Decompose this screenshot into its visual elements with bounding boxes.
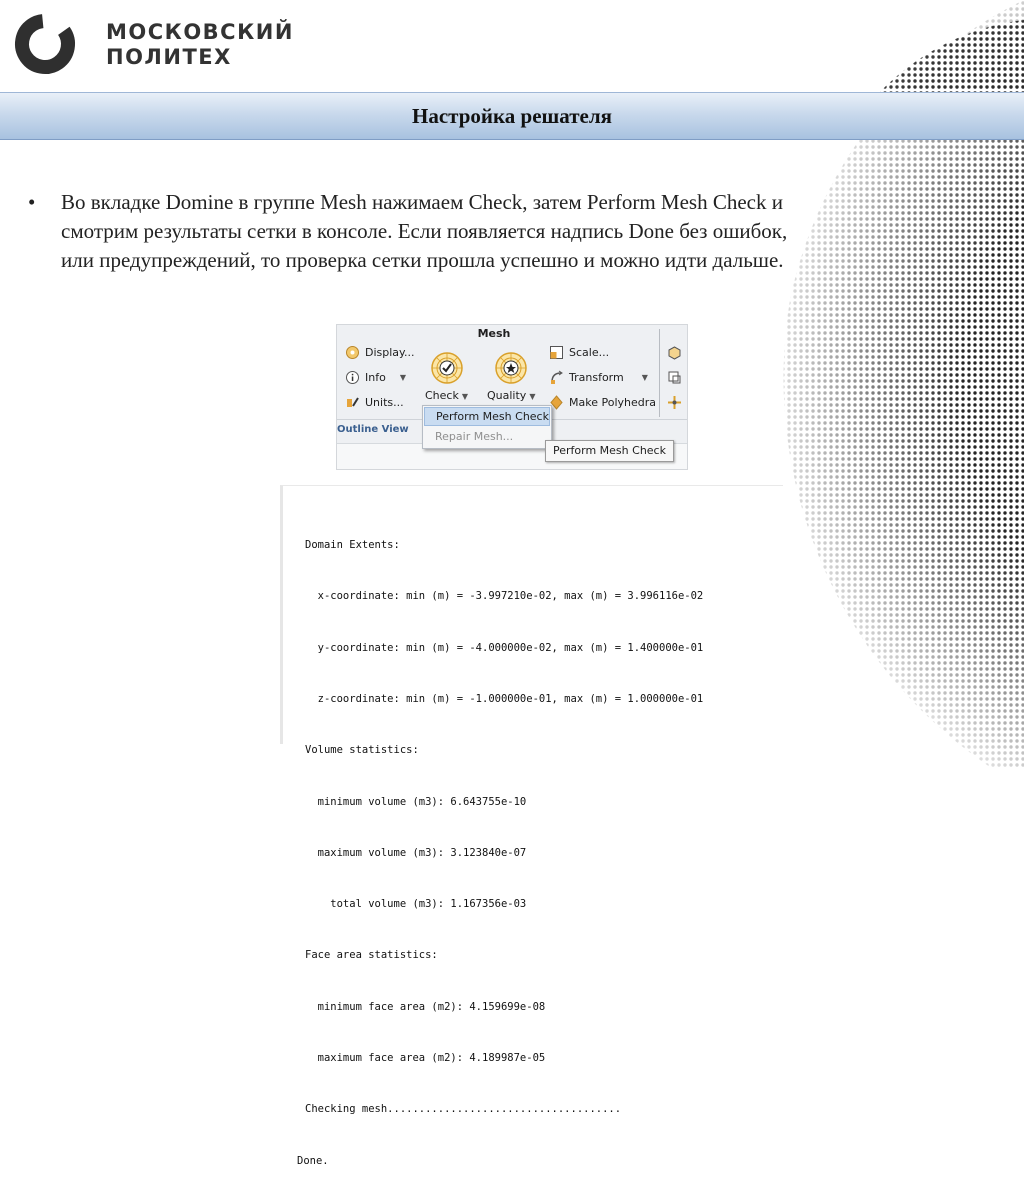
transform-dropdown-icon[interactable]: ▼ xyxy=(641,373,648,382)
quality-button[interactable] xyxy=(487,351,535,402)
console-line: z-coordinate: min (m) = -1.000000e-01, max (m) = 1.000000e-01 xyxy=(305,693,704,706)
display-button[interactable] xyxy=(345,345,414,360)
console-line: total volume (m3): 1.167356e-03 xyxy=(305,898,527,911)
check-dropdown-icon[interactable]: ▼ xyxy=(461,392,468,401)
scale-label: Scale... xyxy=(569,346,610,359)
console-line: minimum volume (m3): 6.643755e-10 xyxy=(305,795,527,808)
info-dropdown-icon[interactable]: ▼ xyxy=(399,373,406,382)
quality-label: Quality xyxy=(487,389,527,402)
move-tool-button[interactable] xyxy=(667,395,687,410)
bullet-dot-icon: • xyxy=(28,190,36,214)
frame-tool-button[interactable] xyxy=(667,370,687,385)
menu-item-repair-mesh[interactable]: Repair Mesh... xyxy=(435,430,514,443)
perform-mesh-check-tooltip: Perform Mesh Check xyxy=(545,440,674,462)
units-icon xyxy=(345,395,360,410)
mesh-group-title: Mesh xyxy=(477,327,511,340)
check-dropdown-menu xyxy=(422,405,552,449)
make-polyhedra-label: Make Polyhedra xyxy=(569,396,656,409)
console-line: Domain Extents: xyxy=(305,539,400,552)
scale-button[interactable] xyxy=(549,345,609,360)
slide-title: Настройка решателя xyxy=(411,104,612,128)
console-line: Face area statistics: xyxy=(305,949,438,962)
transform-button[interactable] xyxy=(549,370,648,385)
menu-item-perform-mesh-check[interactable]: Perform Mesh Check xyxy=(424,407,550,426)
cube-tool-button[interactable] xyxy=(667,345,687,360)
check-button[interactable] xyxy=(425,351,468,402)
transform-label: Transform xyxy=(569,371,624,384)
outline-view-label: Outline View xyxy=(337,424,409,435)
logo-line-1: МОСКОВСКИЙ xyxy=(106,20,294,44)
console-line: Checking mesh..................................... xyxy=(305,1103,622,1116)
check-mesh-icon xyxy=(430,351,464,385)
units-button[interactable] xyxy=(345,395,404,410)
move-icon xyxy=(667,395,682,410)
console-line: x-coordinate: min (m) = -3.997210e-02, max (m) = 3.996116e-02 xyxy=(305,590,704,603)
units-label: Units... xyxy=(365,396,404,409)
cube-icon xyxy=(667,345,682,360)
politech-logo-text xyxy=(106,20,294,70)
display-label: Display... xyxy=(365,346,415,359)
logo-line-2: ПОЛИТЕХ xyxy=(106,45,232,69)
transform-icon xyxy=(549,370,564,385)
console-lines xyxy=(297,503,704,1204)
check-label: Check xyxy=(425,389,459,402)
ribbon-divider xyxy=(659,329,660,417)
console-line: maximum face area (m2): 4.189987e-05 xyxy=(305,1052,546,1064)
console-line: Done. xyxy=(297,1154,329,1167)
display-icon xyxy=(345,345,360,360)
slide-title-bar xyxy=(0,92,1024,140)
politech-logo-icon xyxy=(10,8,80,80)
bullet-text: Во вкладке Domine в группе Mesh нажимаем Check, затем Perform Mesh Check и смотрим результаты сетки в консоле. Если появляется надпись Done без ошибок, или предупреждений, то проверка сетки прошла успешно и можно идти дальше. xyxy=(61,190,788,272)
scale-icon xyxy=(549,345,564,360)
console-line: maximum volume (m3): 3.123840e-07 xyxy=(305,846,527,859)
frame-icon xyxy=(667,370,682,385)
console-line: minimum face area (m2): 4.159699e-08 xyxy=(305,1000,546,1013)
console-output xyxy=(280,485,783,1167)
make-polyhedra-button[interactable] xyxy=(549,395,656,410)
console-line: Volume statistics: xyxy=(305,744,419,757)
quality-icon xyxy=(494,351,528,385)
info-label: Info xyxy=(365,371,386,384)
console-line: y-coordinate: min (m) = -4.000000e-02, max (m) = 1.400000e-01 xyxy=(305,641,704,654)
quality-dropdown-icon[interactable]: ▼ xyxy=(529,392,536,401)
info-button[interactable] xyxy=(345,370,406,385)
info-icon xyxy=(345,370,360,385)
